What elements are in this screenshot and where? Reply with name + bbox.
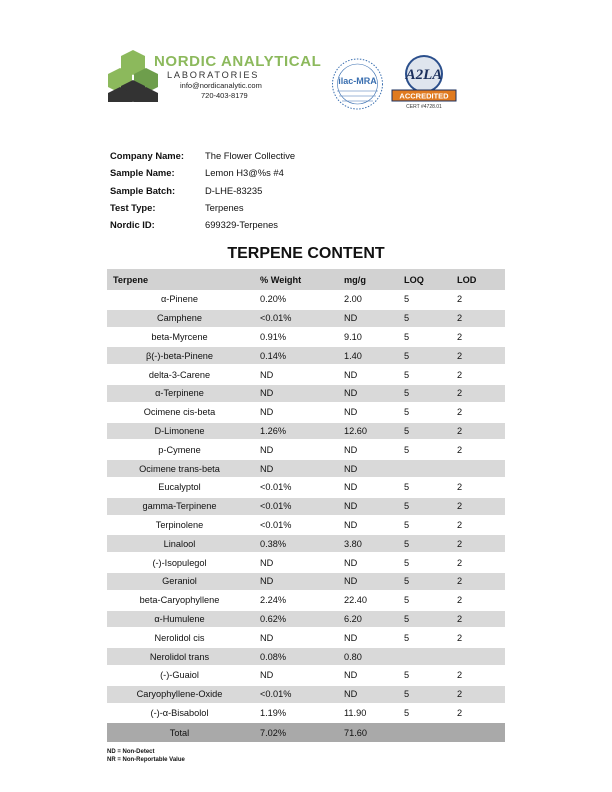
cell-terpene: α-Pinene [161,293,198,304]
cell-weight: 0.20% [260,293,287,304]
cell-weight: <0.01% [260,482,292,493]
cell-weight: <0.01% [260,519,292,530]
table-row [107,328,505,347]
cell-mg-g: ND [344,482,358,493]
cell-lod: 2 [457,632,463,643]
cell-terpene: (-)-α-Bisabolol [150,707,209,718]
total-mg-g: 71.60 [344,727,367,738]
cell-loq: 5 [404,557,410,568]
cell-terpene: β(-)-beta-Pinene [145,350,214,361]
cell-loq: 5 [404,293,410,304]
cell-terpene: Ocimene trans-beta [139,463,220,474]
cell-weight: ND [260,407,274,418]
cell-mg-g: ND [344,313,358,324]
table-row [107,516,505,535]
cell-mg-g: 12.60 [344,425,367,436]
total-weight: 7.02% [260,727,287,738]
table-row [107,647,505,666]
info-label: Company Name: [110,150,184,161]
table-row [107,666,505,685]
cell-terpene: gamma-Terpinene [142,501,217,512]
cell-terpene: Eucalyptol [158,482,201,493]
cell-loq: 5 [404,407,410,418]
cell-mg-g: ND [344,463,358,474]
cell-terpene: Geraniol [162,576,197,587]
cell-terpene: Camphene [157,313,202,324]
company-email: info@nordicanalytic.com [180,81,262,90]
cell-loq: 5 [404,632,410,643]
cell-lod: 2 [457,331,463,342]
cell-weight: ND [260,557,274,568]
table-row [107,553,505,572]
table-row [107,459,505,478]
cell-terpene: (-)-Isopulegol [152,557,207,568]
cell-terpene: α-Terpinene [155,388,204,399]
cell-mg-g: 1.40 [344,350,362,361]
cell-loq: 5 [404,613,410,624]
table-row [107,704,505,723]
cell-terpene: beta-Caryophyllene [139,595,220,606]
table-row [107,365,505,384]
info-label: Nordic ID: [110,219,155,231]
info-value: D-LHE-83235 [205,184,263,196]
cell-mg-g: 2.00 [344,293,362,304]
cell-weight: ND [260,444,274,455]
cell-weight: 1.26% [260,425,287,436]
column-header-mg-g: mg/g [344,274,366,285]
cell-terpene: Nerolidol trans [149,651,210,662]
cell-terpene: p-Cymene [158,444,201,455]
cell-lod: 2 [457,482,463,493]
cell-lod: 2 [457,444,463,455]
cell-weight: <0.01% [260,689,292,700]
cell-mg-g: ND [344,519,358,530]
cell-lod: 2 [457,407,463,418]
cell-mg-g: ND [344,670,358,681]
cell-weight: <0.01% [260,501,292,512]
hexagon-cubes-icon [108,50,158,102]
cell-loq: 5 [404,707,410,718]
cert-number: CERT #4728.01 [406,104,442,110]
cell-weight: 0.91% [260,331,287,342]
company-logo [108,50,322,110]
cell-loq: 5 [404,331,410,342]
cell-mg-g: ND [344,576,358,587]
cell-loq: 5 [404,313,410,324]
cell-terpene: Linalool [163,538,196,549]
cell-weight: ND [260,632,274,643]
cell-weight: 0.62% [260,613,287,624]
table-row [107,497,505,516]
cell-mg-g: ND [344,501,358,512]
cell-lod: 2 [457,293,463,304]
cell-weight: <0.01% [260,313,292,324]
cell-lod: 2 [457,613,463,624]
cell-lod: 2 [457,501,463,512]
table-row [107,346,505,365]
company-phone: 720-403-8179 [201,91,248,100]
footnotes [107,748,185,764]
cell-lod: 2 [457,519,463,530]
cell-loq: 5 [404,444,410,455]
cell-loq: 5 [404,576,410,587]
cell-terpene: Ocimene cis-beta [143,407,216,418]
info-label: Sample Name: [110,167,175,179]
table-row [107,572,505,591]
cell-lod [448,647,505,666]
cell-loq: 5 [404,369,410,380]
cell-terpene: beta-Myrcene [151,331,208,342]
column-header-weight: % Weight [260,274,302,285]
cell-loq: 5 [404,538,410,549]
footnote-nr: NR = Non-Reportable Value [107,757,185,763]
info-label: Test Type: [110,201,156,213]
table-row [107,440,505,459]
cell-mg-g: ND [344,444,358,455]
cell-weight: ND [260,369,274,380]
accredited-text: ACCREDITED [399,91,449,101]
cell-lod: 2 [457,576,463,587]
a2la-accredited-logo [390,54,458,112]
table-row [107,290,505,309]
cell-lod: 2 [457,350,463,361]
info-label: Sample Batch: [110,184,176,196]
cell-mg-g: ND [344,557,358,568]
cell-loq: 5 [404,501,410,512]
cell-loq: 5 [404,595,410,606]
cell-mg-g: ND [344,689,358,700]
cell-loq: 5 [404,519,410,530]
info-value: 699329-Terpenes [205,219,278,231]
table-row [107,610,505,629]
terpene-table [107,269,505,742]
info-value: The Flower Collective [205,150,296,161]
cell-mg-g: ND [344,632,358,643]
cell-terpene: (-)-Guaiol [160,670,199,681]
cell-weight: ND [260,388,274,399]
info-value: Terpenes [205,201,244,213]
table-row [107,403,505,422]
cell-mg-g: ND [344,369,358,380]
total-loq [395,722,448,742]
cell-terpene: Nerolidol cis [154,632,205,643]
table-row [107,478,505,497]
cell-mg-g: 0.80 [344,651,362,662]
cell-lod: 2 [457,595,463,606]
table-row [107,628,505,647]
cell-lod: 2 [457,689,463,700]
ilac-text: ilac-MRA [338,76,377,86]
cell-lod: 2 [457,538,463,549]
cell-loq: 5 [404,350,410,361]
cell-lod: 2 [457,425,463,436]
cell-weight: 0.38% [260,538,287,549]
cell-terpene: α-Humulene [154,613,205,624]
info-value: Lemon H3@%s #4 [205,167,284,179]
cell-weight: 0.08% [260,651,287,662]
cell-terpene: Caryophyllene-Oxide [136,689,223,700]
cell-mg-g: ND [344,388,358,399]
cell-weight: 2.24% [260,595,287,606]
report-title: TERPENE CONTENT [227,245,385,262]
column-header-lod: LOD [457,274,477,285]
cell-lod: 2 [457,369,463,380]
column-header-terpene: Terpene [113,274,149,285]
cell-loq: 5 [404,482,410,493]
cell-weight: ND [260,463,274,474]
cell-loq [395,459,448,478]
cell-weight: ND [260,670,274,681]
table-total-row [107,722,505,742]
ilac-mra-logo [330,58,385,110]
cell-loq: 5 [404,388,410,399]
table-row [107,384,505,403]
cell-terpene: delta-3-Carene [148,369,211,380]
cell-mg-g: 6.20 [344,613,362,624]
cell-lod: 2 [457,707,463,718]
cell-loq: 5 [404,425,410,436]
company-name: NORDIC ANALYTICAL [154,53,322,70]
table-row [107,685,505,704]
table-row [107,309,505,328]
company-subtitle: LABORATORIES [167,70,260,80]
cell-lod: 2 [457,557,463,568]
total-lod [448,722,505,742]
cell-loq: 5 [404,670,410,681]
cell-weight: ND [260,576,274,587]
cell-terpene: Terpinolene [155,519,204,530]
table-header-row [107,269,505,290]
column-header-loq: LOQ [404,274,424,285]
footnote-nd: ND = Non-Detect [107,749,155,755]
a2la-text: A2LA [405,67,443,83]
total-label: Total [169,727,190,738]
cell-loq [395,647,448,666]
cell-mg-g: ND [344,407,358,418]
cell-mg-g: 11.90 [344,707,367,718]
table-row [107,591,505,610]
cell-weight: 0.14% [260,350,287,361]
cell-lod: 2 [457,388,463,399]
cell-weight: 1.19% [260,707,287,718]
cell-mg-g: 3.80 [344,538,362,549]
cell-lod: 2 [457,313,463,324]
cell-terpene: D-Limonene [154,425,205,436]
cell-lod [448,459,505,478]
table-row [107,422,505,441]
cell-lod: 2 [457,670,463,681]
table-row [107,534,505,553]
cell-mg-g: 22.40 [344,595,367,606]
cell-mg-g: 9.10 [344,331,362,342]
cell-loq: 5 [404,689,410,700]
